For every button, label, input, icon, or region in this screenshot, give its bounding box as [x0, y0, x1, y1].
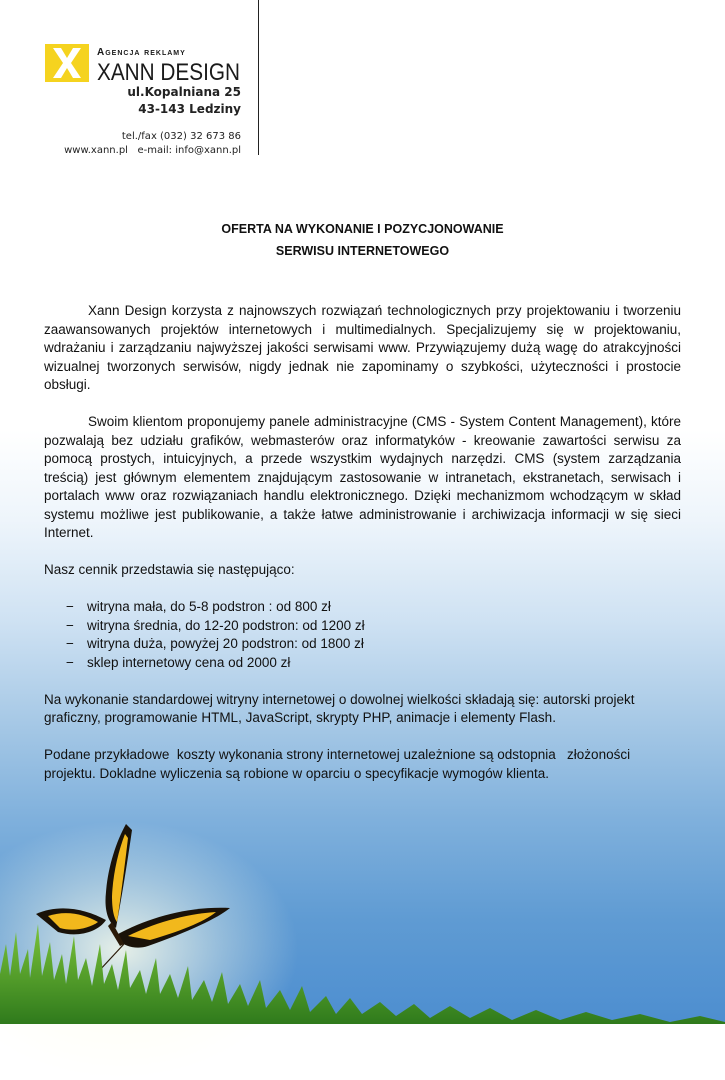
- paragraph-costs: Podane przykładowe koszty wykonania strony internetowej uzależnione są odstopnia złożoności projektu. Dokladne wyliczenia są robione w oparciu o specyfikacje wymogów klienta.: [44, 747, 634, 781]
- price-item: [66, 598, 681, 617]
- price-item: [66, 617, 681, 636]
- address-street: ul.Kopalniana 25: [127, 85, 241, 99]
- price-item-text: sklep internetowy cena od 2000 zł: [87, 654, 291, 670]
- logo-name: XANN DESIGN: [97, 59, 240, 86]
- title-line-1: OFERTA NA WYKONANIE I POZYCJONOWANIE: [221, 222, 504, 236]
- company-address: [127, 84, 241, 118]
- price-item: [66, 654, 681, 673]
- header-divider: [258, 0, 259, 155]
- document-body: [44, 302, 681, 802]
- price-item-text: witryna średnia, do 12-20 podstron: od 1200 zł: [87, 617, 365, 633]
- list-dash: −: [66, 617, 74, 633]
- paragraph-cms: Swoim klientom proponujemy panele administracyjne (CMS - System Content Management), które pozwalają bez udziału grafików, webmasterów oraz informatyków - kreowanie zawartości serwisu za pomocą prostych, intuicyjnych, a przede wszystkim wydajnych narzędzi. CMS (system zarządzania treścią) jest głównym elementem znajdującym zastosowanie w intranetach, ekstranetach, serwisach i portalach www oraz rozwiązaniach handlu elektronicznego. Dzięki mechanizmom wchodzącym w skład systemu możliwe jest publikowanie, a także łatwe administrowanie i archiwizacja informacji w się sieci Internet.: [44, 414, 681, 540]
- grass-image: [0, 914, 725, 1024]
- list-dash: −: [66, 636, 74, 651]
- company-contact: [64, 130, 241, 158]
- title-line-2: SERWISU INTERNETOWEGO: [275, 244, 450, 258]
- list-dash: −: [66, 599, 74, 614]
- address-city: 43-143 Ledziny: [138, 102, 241, 116]
- logo-tagline: Agencja reklamy: [97, 47, 186, 58]
- price-item: [66, 635, 681, 654]
- paragraph-scope: Na wykonanie standardowej witryny internetowej o dowolnej wielkości składają się: autorski projekt graficzny, programowanie HTML, JavaScript, skrypty PHP, animacje i elementy Flash.: [44, 691, 635, 725]
- xann-design-logo: [45, 44, 245, 84]
- price-list: [44, 598, 681, 672]
- grass-blades: [0, 924, 725, 1024]
- list-dash: −: [66, 654, 74, 670]
- price-item-text: witryna mała, do 5-8 podstron : od 800 zł: [87, 599, 331, 614]
- contact-phone: tel./fax (032) 32 673 86: [121, 131, 241, 142]
- document-title: [0, 218, 725, 262]
- paragraph-intro: Xann Design korzysta z najnowszych rozwiązań technologicznych przy projektowaniu i tworzeniu zaawansowanych projektów internetowych i multimedialnych. Specjalizujemy się w projektowaniu, wdrażaniu i zarządzaniu najwyższej jakości serwisami www. Przywiązujemy dużą wagę do atrakcyjności wizualnej tworzonych serwisów, nigdy jednak nie zapominamy o szybkości, użyteczności i prostocie obsługi.: [44, 303, 681, 392]
- contact-web-email: www.xann.pl e-mail: info@xann.pl: [64, 145, 241, 156]
- price-item-text: witryna duża, powyżej 20 podstron: od 1800 zł: [87, 636, 364, 651]
- paragraph-pricing-intro: Nasz cennik przedstawia się następująco:: [44, 562, 295, 577]
